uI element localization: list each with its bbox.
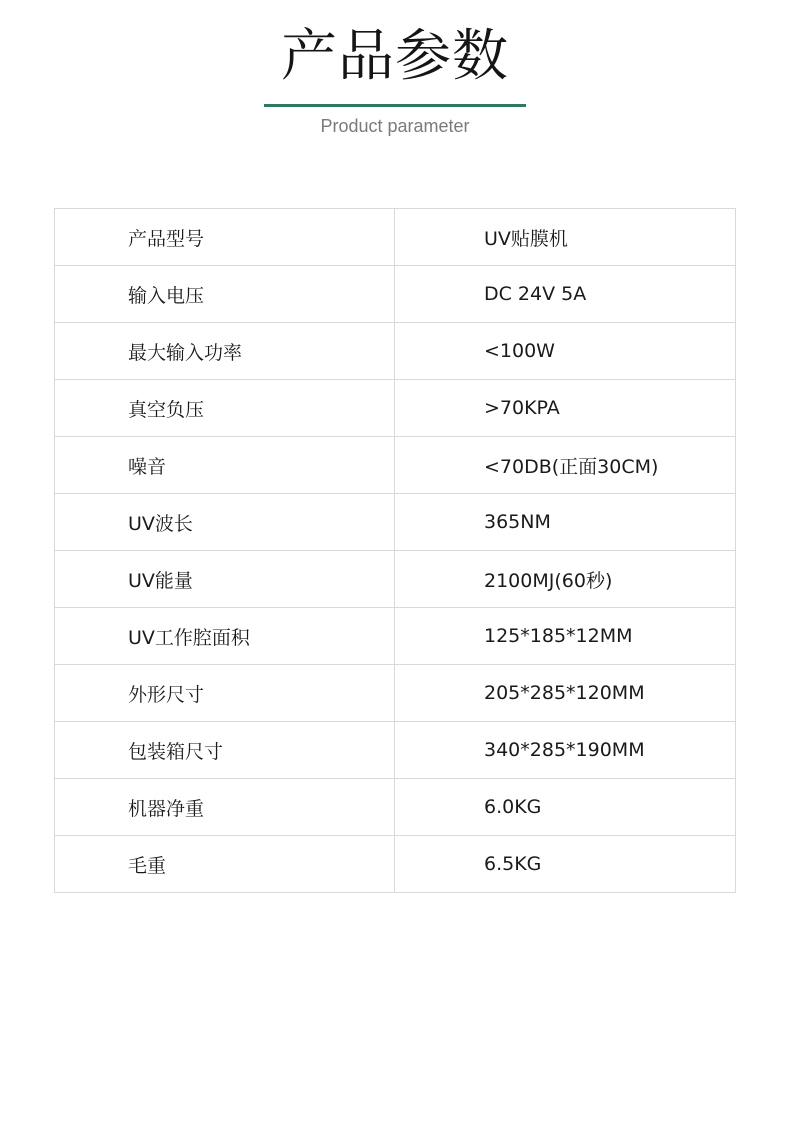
spec-value: 340*285*190MM [395, 722, 736, 779]
table-row [55, 836, 736, 893]
table-row [55, 437, 736, 494]
table-row [55, 722, 736, 779]
spec-label: UV工作腔面积 [55, 608, 395, 665]
table-row [55, 209, 736, 266]
spec-value: 6.5KG [395, 836, 736, 893]
spec-value: UV贴膜机 [395, 209, 736, 266]
spec-label: 毛重 [55, 836, 395, 893]
spec-label: 机器净重 [55, 779, 395, 836]
spec-label: 外形尺寸 [55, 665, 395, 722]
spec-value: 2100MJ(60秒) [395, 551, 736, 608]
table-row [55, 608, 736, 665]
table-row [55, 779, 736, 836]
spec-label: 包装箱尺寸 [55, 722, 395, 779]
spec-value: 125*185*12MM [395, 608, 736, 665]
spec-value: <70DB(正面30CM) [395, 437, 736, 494]
spec-label: 噪音 [55, 437, 395, 494]
spec-label: 输入电压 [55, 266, 395, 323]
title-underline [264, 104, 526, 107]
table-row [55, 494, 736, 551]
page-header [0, 0, 790, 150]
spec-value: <100W [395, 323, 736, 380]
spec-value: >70KPA [395, 380, 736, 437]
spec-label: 最大输入功率 [55, 323, 395, 380]
spec-label: 产品型号 [55, 209, 395, 266]
page-subtitle: Product parameter [320, 116, 470, 136]
table-row [55, 665, 736, 722]
table-row [55, 551, 736, 608]
table-row [55, 266, 736, 323]
spec-value: 205*285*120MM [395, 665, 736, 722]
spec-value: 365NM [395, 494, 736, 551]
table-row [55, 323, 736, 380]
page-title: 产品参数 [281, 24, 509, 89]
spec-label: UV波长 [55, 494, 395, 551]
spec-value: 6.0KG [395, 779, 736, 836]
spec-value: DC 24V 5A [395, 266, 736, 323]
spec-label: 真空负压 [55, 380, 395, 437]
spec-table [54, 208, 736, 893]
spec-label: UV能量 [55, 551, 395, 608]
table-row [55, 380, 736, 437]
